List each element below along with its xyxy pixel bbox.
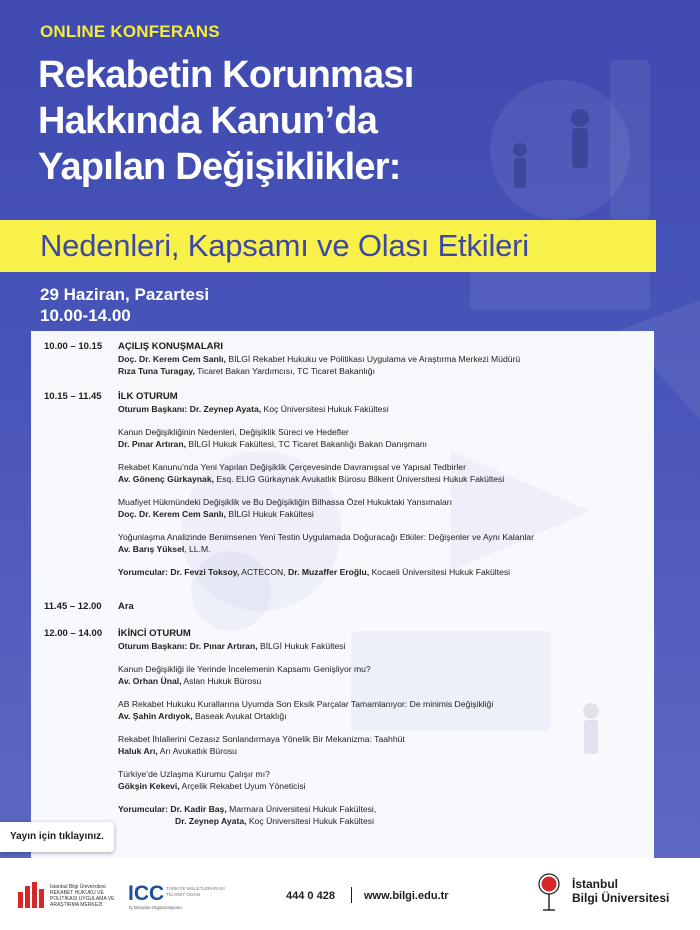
session-title: Ara [118,601,134,612]
speaker-affiliation: Aslan Hukuk Bürosu [181,676,262,686]
speaker-line [118,365,648,377]
university-name-line-2: Bilgi Üniversitesi [572,891,670,905]
speaker-name: Gökşin Kekevi, [118,781,180,791]
discussant-name: Dr. Muzaffer Eroğlu, [288,567,370,577]
speaker-name: Rıza Tuna Turagay, [118,366,195,376]
icc-logo-icon [128,880,164,904]
discussants-line-2 [118,815,648,827]
chair-affiliation: BİLGİ Hukuk Fakültesi [257,641,346,651]
speaker-affiliation: Arçelik Rekabet Uyum Yöneticisi [179,781,306,791]
session-title: İKİNCİ OTURUM [118,628,191,639]
speaker-name: Av. Orhan Ünal, [118,676,182,686]
chair-label: Oturum Başkanı: Dr. Zeynep Ayata, [118,404,262,414]
session-chair [118,403,648,415]
discussant-affiliation: Kocaeli Üniversitesi Hukuk Fakültesi [369,567,511,577]
title-line-1: Rekabetin Korunması [38,54,414,96]
session-title: İLK OTURUM [118,391,178,402]
speaker-line [118,438,648,450]
icc-logo-footnote: İş Dünyası Organizasyonu [129,905,182,910]
talk-title: AB Rekabet Hukuku Kurallarına Uyumda Son Eksik Parçalar Tamamlanıyor: De minimis Değişikliği [118,699,494,709]
title-line-3: Yapılan Değişiklikler: [38,146,401,188]
bilgi-university-logo-text [572,877,669,905]
program-panel [31,331,654,858]
speaker-affiliation: Ticaret Bakan Yardımcısı, TC Ticaret Bakanlığı [194,366,375,376]
speaker-name: Av. Barış Yüksel [118,544,185,554]
speaker-line [118,675,648,687]
discussant-affiliation: Marmara Üniversitesi Hukuk Fakültesi, [226,804,377,814]
discussants-line [118,566,648,578]
session-time: 11.45 – 12.00 [44,601,102,612]
session-time: 10.15 – 11.45 [44,391,102,402]
speaker-line [118,508,648,520]
speaker-line [118,473,648,485]
speaker-affiliation: BİLGİ Hukuk Fakültesi [225,509,314,519]
event-date: 29 Haziran, Pazartesi [40,285,210,304]
speaker-affiliation: BİLGİ Rekabet Hukuku ve Politikası Uygulama ve Araştırma Merkezi Müdürü [225,354,521,364]
icc-logo-subtitle: TÜRKİYE MİLLETLERARASI TİCARET ODASI [166,886,225,897]
university-name-line-1: İstanbul [572,877,619,891]
event-time: 10.00-14.00 [40,306,131,325]
talk-title: Rekabet İhlallerini Cezasız Sonlandırmaya Yönelik Bir Mekanizma: Taahhüt [118,734,405,744]
bilgi-university-logo-icon [538,872,560,912]
session-title: AÇILIŞ KONUŞMALARI [118,341,224,352]
speaker-line [118,543,648,555]
speaker-line [118,353,648,365]
speaker-affiliation: , LL.M. [184,544,211,554]
talk-title: Yoğunlaşma Analizinde Benimsenen Yeni Testin Uygulamada Doğuracağı Etkiler: Değişenler ve Aynı Kalanlar [118,532,534,542]
stream-link-button[interactable]: Yayın için tıklayınız. [0,822,114,852]
rekabet-center-logo-icon [18,882,48,908]
footer-divider [351,887,352,903]
event-title [38,52,598,190]
discussant-name: Dr. Zeynep Ayata, [175,816,247,826]
session-chair [118,640,648,652]
speaker-name: Dr. Pınar Artıran, [118,439,186,449]
speaker-affiliation: Arı Avukatlık Bürosu [157,746,237,756]
speaker-name: Doç. Dr. Kerem Cem Sanlı, [118,509,226,519]
title-line-2: Hakkında Kanun’da [38,100,378,142]
speaker-name: Av. Gönenç Gürkaynak, [118,474,214,484]
chair-label: Oturum Başkanı: Dr. Pınar Artıran, [118,641,258,651]
session-time: 10.00 – 10.15 [44,341,103,352]
speaker-name: Av. Şahin Ardıyok, [118,711,193,721]
rekabet-center-logo-text: İstanbul Bilgi Üniversitesi REKABET HUKUKU VE POLİTİKASI UYGULAMA VE ARAŞTIRMA MERKEZİ [50,884,115,908]
speaker-line [118,710,648,722]
speaker-line [118,745,648,757]
talk-title: Türkiye’de Uzlaşma Kurumu Çalışır mı? [118,769,270,779]
website-link[interactable]: www.bilgi.edu.tr [364,890,449,902]
phone-number: 444 0 428 [286,890,335,902]
talk-title: Kanun Değişikliğinin Nedenleri, Değişiklik Süreci ve Hedefler [118,427,349,437]
speaker-line [118,780,648,792]
talk-title: Kanun Değişikliği ile Yerinde İncelemenin Kapsamı Genişliyor mu? [118,664,371,674]
discussant-label: Yorumcular: Dr. Kadir Baş, [118,804,227,814]
discussant-affiliation: ACTECON, [239,567,289,577]
event-type-label: ONLINE KONFERANS [40,22,220,41]
speaker-affiliation: Esq. ELIG Gürkaynak Avukatlık Bürosu Bilkent Üniversitesi Hukuk Fakültesi [214,474,505,484]
speaker-affiliation: BİLGİ Hukuk Fakültesi, TC Ticaret Bakanlığı Bakan Danışmanı [185,439,428,449]
event-subtitle: Nedenleri, Kapsamı ve Olası Etkileri [40,228,529,263]
discussant-affiliation: Koç Üniversitesi Hukuk Fakültesi [246,816,375,826]
footer [0,858,700,930]
speaker-name: Haluk Arı, [118,746,158,756]
chair-affiliation: Koç Üniversitesi Hukuk Fakültesi [261,404,389,414]
speaker-name: Doç. Dr. Kerem Cem Sanlı, [118,354,226,364]
discussant-label: Yorumcular: Dr. Fevzi Toksoy, [118,567,240,577]
discussants-line [118,803,648,815]
speaker-affiliation: Baseak Avukat Ortaklığı [192,711,287,721]
talk-title: Rekabet Kanunu’nda Yeni Yapılan Değişiklik Çerçevesinde Davranışsal ve Yapısal Tedbirler [118,462,466,472]
session-time: 12.00 – 14.00 [44,628,103,639]
icc-logo-text: ICC [128,882,164,904]
talk-title: Muafiyet Hükmündeki Değişiklik ve Bu Değişikliğin Bilhassa Özel Hukuktaki Yansımaları [118,497,453,507]
